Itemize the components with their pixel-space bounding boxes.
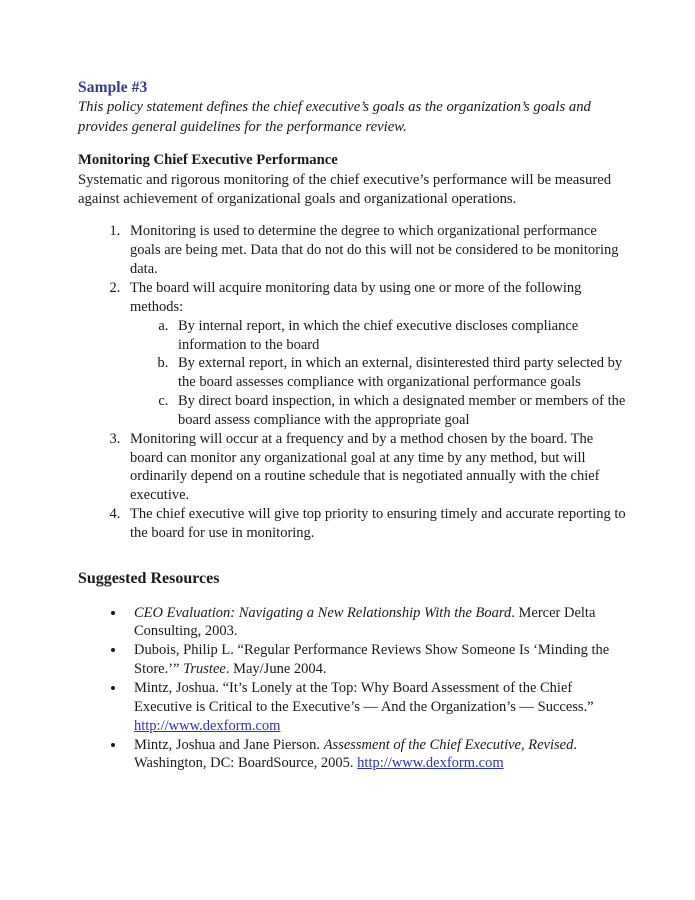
list-item-text: By external report, in which an external, disinterested third party selected by the board assesses compliance with organizational performance goals — [178, 355, 623, 391]
resource-date: . May/June 2004. — [225, 661, 327, 678]
intro-paragraph: This policy statement defines the chief executive’s goals as the organization’s goals and provides general guidelines for the performance review. — [78, 99, 591, 135]
resource-publisher: . Washington, DC: BoardSource, 2005. — [134, 736, 577, 772]
list-item — [172, 317, 629, 355]
list-item-text: The board will acquire monitoring data by using one or more of the following methods: — [130, 280, 582, 315]
resource-citation: Mintz, Joshua. “It’s Lonely at the Top: Why Board Assessment of the Chief Executive is Critical to the Executive’s — And the Organization’s — Success.” — [134, 680, 594, 715]
sample-title: Sample #3 — [78, 79, 148, 96]
monitoring-lettered-sublist — [130, 317, 629, 430]
list-item-text: Monitoring will occur at a frequency and by a method chosen by the board. The board can monitor any organizational goal at any time by any method, but will ordinarily depend on a routine schedule that is negotiated annually with the chief executive. — [130, 430, 600, 504]
list-item — [126, 604, 629, 642]
section-heading-resources: Suggested Resources — [78, 569, 220, 587]
list-item — [172, 354, 629, 392]
list-item — [172, 392, 629, 430]
resource-author: Mintz, Joshua and Jane Pierson. — [134, 736, 324, 753]
list-item-text: The chief executive will give top priority to ensuring timely and accurate reporting to the board for use in monitoring. — [130, 506, 626, 541]
list-item — [124, 505, 629, 543]
list-item — [126, 641, 629, 679]
resource-periodical: Trustee — [183, 661, 226, 678]
list-item — [126, 679, 629, 736]
section-heading-monitoring: Monitoring Chief Executive Performance — [78, 151, 338, 168]
list-item-text: Monitoring is used to determine the degree to which organizational performance goals are being met. Data that do not do this will not be considered to be monitoring data. — [130, 223, 619, 278]
monitoring-numbered-list — [78, 222, 629, 542]
resource-publisher: . Mercer Delta Consulting, 2003. — [134, 604, 596, 640]
list-item — [124, 279, 629, 430]
resource-link[interactable]: http://www.dexform.com — [357, 755, 504, 772]
section-body-paragraph: Systematic and rigorous monitoring of the chief executive’s performance will be measured against achievement of organizational goals and organizational operations. — [78, 171, 612, 208]
list-item-text: By internal report, in which the chief executive discloses compliance information to the board — [178, 317, 579, 353]
suggested-resources-list — [78, 604, 629, 774]
list-item — [126, 736, 629, 774]
resource-link[interactable]: http://www.dexform.com — [134, 717, 281, 734]
resource-author: Dubois, Philip L. “Regular Performance Reviews Show Someone Is ‘Minding the Store.’” — [134, 642, 610, 678]
list-item-text: By direct board inspection, in which a designated member or members of the board assess compliance with the appropriate goal — [178, 393, 626, 428]
list-item — [124, 430, 629, 505]
list-item — [124, 222, 629, 279]
resource-title: Assessment of the Chief Executive, Revised — [323, 736, 574, 753]
resource-title: CEO Evaluation: Navigating a New Relationship With the Board — [134, 604, 512, 621]
